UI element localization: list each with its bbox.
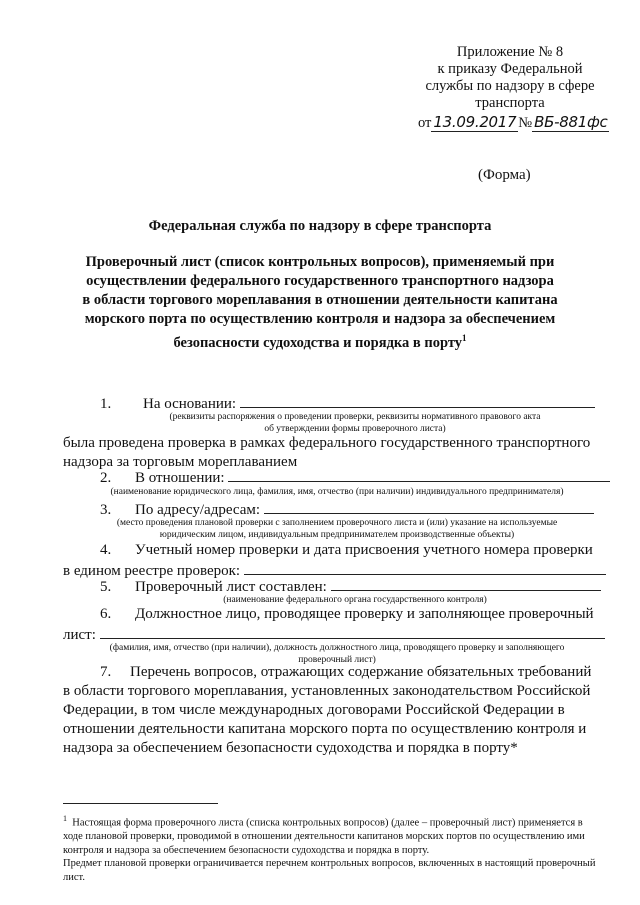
item-4-field[interactable] <box>244 561 606 575</box>
item-3-caption-line-2: юридическим лицом, индивидуальным предпринимателем производственные объекты) <box>159 530 515 540</box>
order-number: ВБ-881фс <box>534 113 608 131</box>
footnote-subject-line-2: лист. <box>63 871 85 883</box>
item-4-number: 4. <box>100 542 112 558</box>
item-1-caption-line-1: (реквизиты распоряжения о проведении проверки, реквизиты нормативного правового акта <box>169 412 541 422</box>
item-2-label: В отношении: <box>135 470 225 486</box>
item-2-number: 2. <box>100 470 112 486</box>
item-4-text: Учетный номер проверки и дата присвоения учетного номера проверки <box>135 542 593 558</box>
item-4 <box>100 542 593 559</box>
footnote-divider <box>63 803 218 804</box>
footnote-subject-line-1: Предмет плановой проверки ограничивается перечнем контрольных вопросов, включенных в настоящий проверочный <box>63 858 596 869</box>
item-6-caption-line-2: проверочный лист) <box>298 655 376 665</box>
item-1-caption <box>100 411 610 435</box>
appendix-line-2: к приказу Федеральной <box>437 61 583 77</box>
item-1-field[interactable] <box>240 394 595 408</box>
item-6-field[interactable] <box>100 625 605 639</box>
order-date: 13.09.2017 <box>433 113 517 131</box>
item-7-line-3: Федерации, в том числе международных договорами Российской Федерации в <box>63 702 565 718</box>
item-2-caption: (наименование юридического лица, фамилия, имя, отчество (при наличии) индивидуального предпринимателя) <box>110 487 564 497</box>
order-reference <box>418 113 618 132</box>
item-5-field[interactable] <box>331 577 601 591</box>
item-7-line-1: Перечень вопросов, отражающих содержание обязательных требований <box>130 664 592 680</box>
title-line-4: морского порта по осуществлению контроля и надзора за обеспечением <box>84 311 556 327</box>
item-3-label: По адресу/адресам: <box>135 502 261 518</box>
item-7-line-5: надзора за обеспечением безопасности судоходства и порядка в порту* <box>63 740 518 756</box>
item-1-cont-line-1: была проведена проверка в рамках федерального государственного транспортного <box>63 435 591 451</box>
item-4-cont-text: в едином реестре проверок: <box>63 563 241 579</box>
item-7 <box>63 663 611 758</box>
item-7-line-4: отношении деятельности капитана морского порта по осуществлению контроля и <box>63 721 587 737</box>
item-3-number: 3. <box>100 502 112 518</box>
item-5-label: Проверочный лист составлен: <box>135 579 327 595</box>
item-6-text: Должностное лицо, проводящее проверку и заполняющее проверочный <box>135 606 594 622</box>
footnote-mark: 1 <box>63 814 67 823</box>
order-number-label: № <box>518 115 533 131</box>
title-line-5: безопасности судоходства и порядка в порту <box>173 334 463 351</box>
agency-heading: Федеральная служба по надзору в сфере транспорта <box>148 218 492 234</box>
form-label: (Форма) <box>478 167 531 183</box>
title-line-2: осуществлении федерального государственного транспортного надзора <box>86 273 554 289</box>
order-prefix: от <box>418 115 432 131</box>
item-7-line-2: в области торгового мореплавания, установленных законодательством Российской <box>63 683 591 699</box>
item-3-caption-line-1: (место проведения плановой проверки с заполнением проверочного листа и (или) указание на используемые <box>116 518 558 528</box>
appendix-line-1: Приложение № 8 <box>456 44 564 60</box>
title-line-1: Проверочный лист (список контрольных вопросов), применяемый при <box>85 254 555 270</box>
item-2-field[interactable] <box>228 468 610 482</box>
item-7-number: 7. <box>100 664 112 680</box>
title-footnote-mark: 1 <box>462 333 467 343</box>
item-6-caption-line-1: (фамилия, имя, отчество (при наличии), должность должностного лица, проводящего проверку и заполняющего <box>109 643 565 653</box>
footnote-line-3: контроля и надзора за обеспечением безопасности судоходства и порядка в порту. <box>63 844 430 856</box>
appendix-line-3: службы по надзору в сфере <box>425 78 595 94</box>
item-6 <box>100 606 594 623</box>
item-5-number: 5. <box>100 579 112 595</box>
footnote <box>63 812 611 884</box>
footnote-line-1: Настоящая форма проверочного листа (списка контрольных вопросов) (далее – проверочный лист) применяется в <box>72 817 583 829</box>
title-line-3: в области торгового мореплавания в отношении деятельности капитана <box>82 292 558 308</box>
appendix-line-4: транспорта <box>475 95 545 111</box>
item-6-number: 6. <box>100 606 112 622</box>
item-1-caption-line-2: об утверждении формы проверочного листа) <box>264 424 446 434</box>
appendix-header <box>405 44 615 112</box>
item-5-caption: (наименование федерального органа государственного контроля) <box>223 595 487 605</box>
item-2 <box>100 468 610 487</box>
item-3-caption <box>63 517 611 541</box>
item-6-cont-text: лист: <box>63 627 96 643</box>
item-1-continuation <box>63 434 611 472</box>
item-1-cont-line-2: надзора за торговым мореплаванием <box>63 454 298 470</box>
item-3-field[interactable] <box>264 500 594 514</box>
footnote-line-2: ходе плановой проверки, проводимой в отношении деятельности капитанов морских портов по осуществлению ими <box>63 831 585 842</box>
item-1-label: На основании: <box>143 396 237 412</box>
item-1-number: 1. <box>100 396 112 412</box>
document-title <box>70 253 570 353</box>
